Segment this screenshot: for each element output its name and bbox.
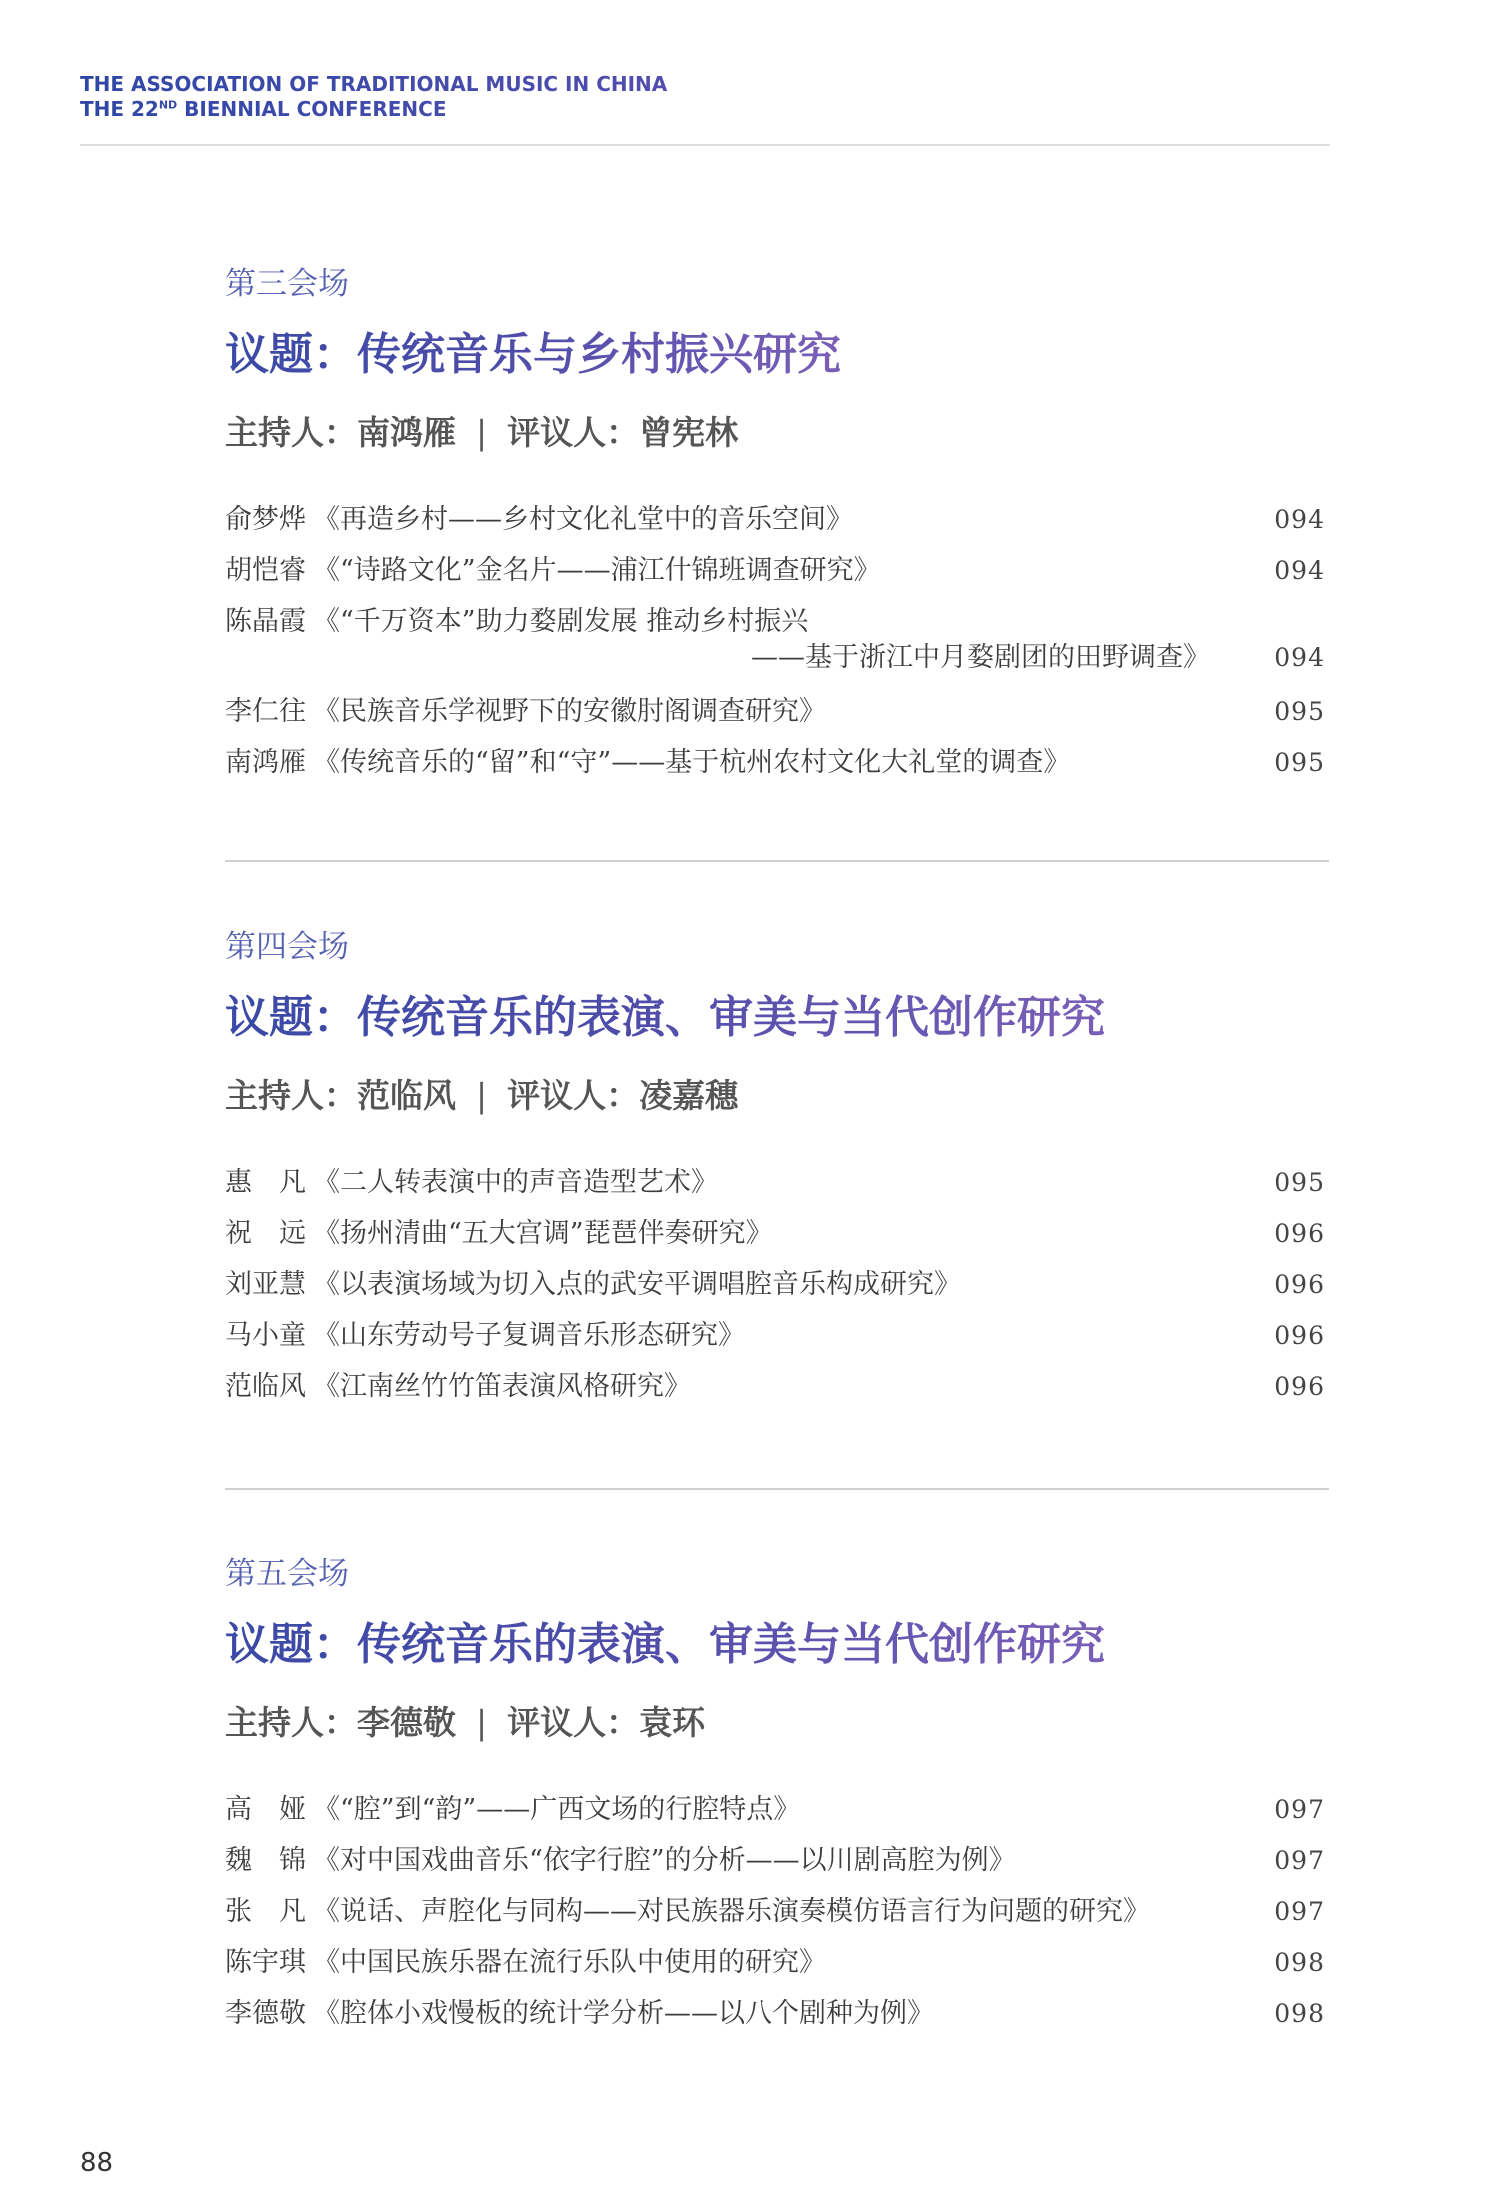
paper-author: 马小童 [225, 1320, 306, 1351]
session-label: 第三会场 [225, 266, 349, 302]
paper-author: 魏 锦 [225, 1845, 306, 1876]
paper-title: 《对中国戏曲音乐“依字行腔”的分析——以川剧高腔为例》 [313, 1845, 1016, 1876]
paper-page-number: 095 [1274, 697, 1325, 726]
session-topic: 议题：传统音乐的表演、审美与当代创作研究 [225, 1614, 1105, 1676]
paper-page-number: 098 [1274, 1999, 1325, 2028]
paper-author: 李德敬 [225, 1998, 306, 2029]
paper-entry [225, 1988, 1325, 2039]
paper-page-number: 097 [1274, 1795, 1325, 1824]
paper-entry [225, 737, 1325, 788]
paper-entry [225, 686, 1325, 737]
host-name: 主持人：范临风 [225, 1076, 456, 1115]
paper-entry [225, 1157, 1325, 1208]
paper-author: 陈晶霞 [225, 606, 306, 637]
paper-title: 《“诗路文化”金名片——浦江什锦班调查研究》 [313, 555, 881, 586]
paper-page-number: 097 [1274, 1897, 1325, 1926]
paper-title: 《以表演场域为切入点的武安平调唱腔音乐构成研究》 [313, 1269, 961, 1300]
paper-entry [225, 1208, 1325, 1259]
host-separator: | [476, 1703, 488, 1742]
paper-page-number: 096 [1274, 1219, 1325, 1248]
paper-title: 《扬州清曲“五大宫调”琵琶伴奏研究》 [313, 1218, 773, 1249]
paper-author: 南鸿雁 [225, 747, 306, 778]
paper-author: 刘亚慧 [225, 1269, 306, 1300]
paper-title: 《“腔”到“韵”——广西文场的行腔特点》 [313, 1794, 801, 1825]
reviewer-name: 评议人：凌嘉穗 [507, 1076, 739, 1115]
paper-title: 《民族音乐学视野下的安徽肘阁调查研究》 [313, 696, 826, 727]
conference-header [80, 72, 1330, 146]
header-ordinal-suffix: ND [158, 98, 178, 112]
paper-entry [225, 1259, 1325, 1310]
header-association-name: THE ASSOCIATION OF TRADITIONAL MUSIC IN CHINA [80, 72, 1330, 97]
session-label: 第五会场 [225, 1556, 349, 1592]
host-name: 主持人：李德敬 [225, 1703, 456, 1742]
host-name: 主持人：南鸿雁 [225, 413, 456, 452]
host-separator: | [476, 413, 488, 452]
session-4 [225, 925, 1325, 1412]
paper-page-number: 095 [1274, 1168, 1325, 1197]
paper-page-number: 096 [1274, 1270, 1325, 1299]
paper-entry [225, 545, 1325, 596]
paper-title: 《中国民族乐器在流行乐队中使用的研究》 [313, 1947, 826, 1978]
paper-entry [225, 494, 1325, 545]
paper-page-number: 094 [1274, 556, 1325, 585]
paper-page-number: 095 [1274, 748, 1325, 777]
section-divider [225, 1488, 1329, 1490]
paper-title-continuation: ——基于浙江中月婺剧团的田野调查》 [751, 642, 1210, 673]
paper-title: 《传统音乐的“留”和“守”——基于杭州农村文化大礼堂的调查》 [313, 747, 1071, 778]
paper-entry [225, 596, 1325, 686]
paper-page-number: 096 [1274, 1321, 1325, 1350]
header-conference-name [80, 97, 1330, 122]
paper-author: 俞梦烨 [225, 504, 306, 535]
paper-page-number: 098 [1274, 1948, 1325, 1977]
session-3 [225, 262, 1325, 788]
paper-entry [225, 1835, 1325, 1886]
paper-list [225, 1784, 1325, 2039]
paper-entry [225, 1361, 1325, 1412]
paper-author: 惠 凡 [225, 1167, 306, 1198]
session-topic: 议题：传统音乐的表演、审美与当代创作研究 [225, 987, 1105, 1049]
paper-title: 《说话、声腔化与同构——对民族器乐演奏模仿语言行为问题的研究》 [313, 1896, 1150, 1927]
session-hosts [225, 408, 1325, 458]
paper-author: 范临风 [225, 1371, 306, 1402]
paper-title: 《“千万资本”助力婺剧发展 推动乡村振兴 [313, 606, 809, 637]
paper-entry [225, 1937, 1325, 1988]
paper-list [225, 494, 1325, 788]
session-topic: 议题：传统音乐与乡村振兴研究 [225, 324, 841, 386]
host-separator: | [476, 1076, 488, 1115]
paper-author: 祝 远 [225, 1218, 306, 1249]
session-5 [225, 1552, 1325, 2039]
paper-author: 陈宇琪 [225, 1947, 306, 1978]
paper-author: 高 娅 [225, 1794, 306, 1825]
paper-page-number: 097 [1274, 1846, 1325, 1875]
paper-entry [225, 1310, 1325, 1361]
session-hosts [225, 1698, 1325, 1748]
reviewer-name: 评议人：曾宪林 [507, 413, 739, 452]
paper-author: 张 凡 [225, 1896, 306, 1927]
paper-page-number: 096 [1274, 1372, 1325, 1401]
paper-author: 李仁往 [225, 696, 306, 727]
paper-list [225, 1157, 1325, 1412]
page-number: 88 [80, 2148, 114, 2178]
session-hosts [225, 1071, 1325, 1121]
section-divider [225, 860, 1329, 862]
paper-entry [225, 1886, 1325, 1937]
session-label: 第四会场 [225, 929, 349, 965]
paper-title: 《再造乡村——乡村文化礼堂中的音乐空间》 [313, 504, 853, 535]
reviewer-name: 评议人：袁环 [507, 1703, 706, 1742]
paper-title: 《江南丝竹竹笛表演风格研究》 [313, 1371, 691, 1402]
paper-author: 胡恺睿 [225, 555, 306, 586]
paper-title: 《腔体小戏慢板的统计学分析——以八个剧种为例》 [313, 1998, 934, 2029]
paper-page-number: 094 [1274, 643, 1325, 672]
paper-page-number: 094 [1274, 505, 1325, 534]
header-conference-label: BIENNIAL CONFERENCE [177, 97, 447, 121]
paper-title: 《二人转表演中的声音造型艺术》 [313, 1167, 718, 1198]
header-ordinal: THE 22 [80, 97, 159, 121]
paper-entry [225, 1784, 1325, 1835]
paper-title: 《山东劳动号子复调音乐形态研究》 [313, 1320, 745, 1351]
